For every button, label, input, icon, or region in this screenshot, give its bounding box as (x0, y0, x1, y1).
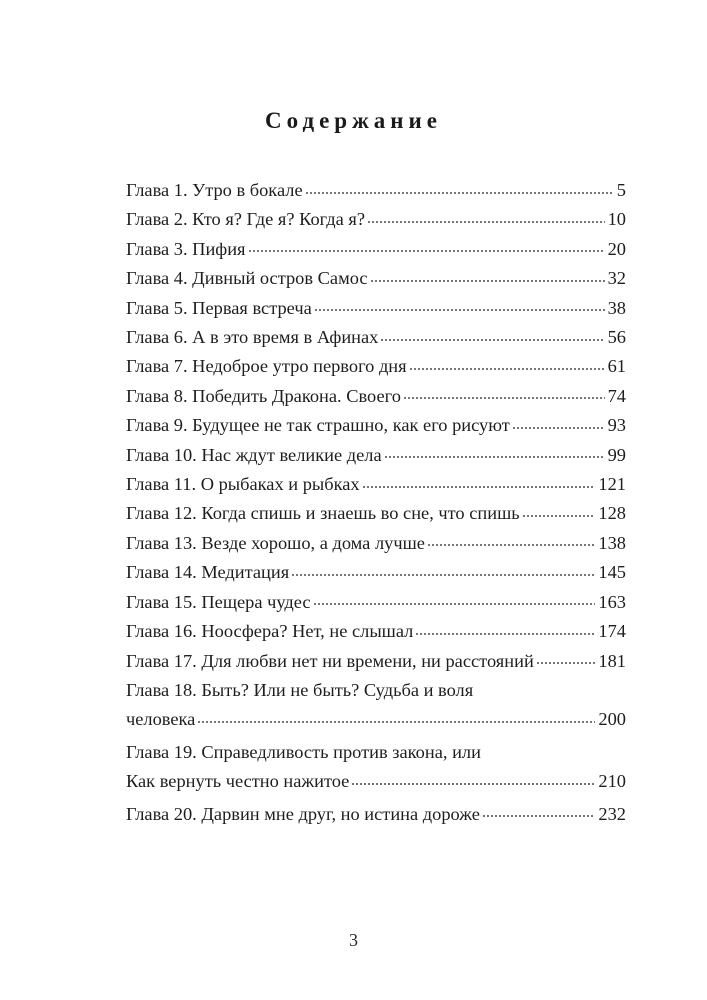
dot-leader (351, 769, 595, 787)
chapter-page-number: 121 (598, 474, 626, 495)
dot-leader (384, 442, 605, 460)
toc-entry[interactable] (126, 294, 626, 323)
toc-entry[interactable] (126, 323, 626, 352)
chapter-title: Глава 2. Кто я? Где я? Когда я? (126, 209, 366, 230)
chapter-page-number: 5 (616, 180, 626, 200)
toc-entry[interactable] (126, 588, 626, 617)
page-title: Содержание (265, 108, 442, 133)
toc-entry[interactable] (126, 800, 626, 829)
dot-leader (367, 207, 605, 225)
chapter-page-number: 128 (598, 503, 626, 524)
toc-entry[interactable] (126, 176, 626, 205)
dot-leader (305, 178, 614, 196)
chapter-title-line-2: Как вернуть честно нажитое (126, 771, 350, 792)
chapter-page-number: 163 (598, 591, 626, 612)
chapter-title-line-1: Глава 19. Справедливость против закона, или (126, 741, 481, 762)
chapter-page-number: 32 (607, 268, 626, 289)
chapter-page-number: 93 (607, 415, 626, 436)
chapter-page-number: 56 (607, 327, 626, 348)
chapter-title-line-1: Глава 18. Быть? Или не быть? Судьба и воля (126, 679, 474, 700)
dot-leader (197, 707, 595, 725)
chapter-title: Глава 14. Медитация (126, 562, 290, 583)
chapter-title: Глава 20. Дарвин мне друг, но истина дороже (126, 803, 480, 824)
chapter-title: Глава 4. Дивный остров Самос (126, 268, 368, 289)
toc-entry[interactable] (126, 617, 626, 646)
dot-leader (403, 383, 605, 401)
table-of-contents (126, 176, 626, 829)
dot-leader (512, 413, 605, 431)
toc-entry[interactable] (126, 558, 626, 587)
toc-entry[interactable] (126, 382, 626, 411)
page-number: 3 (349, 930, 358, 950)
chapter-title: Глава 15. Пещера чудес (126, 591, 311, 612)
chapter-title: Глава 12. Когда спишь и знаешь во сне, что спишь (126, 503, 520, 524)
chapter-title: Глава 8. Победить Дракона. Своего (126, 385, 401, 406)
chapter-title: Глава 11. О рыбаках и рыбках (126, 474, 360, 495)
toc-entry[interactable] (126, 441, 626, 470)
chapter-title: Глава 1. Утро в бокале (126, 180, 303, 200)
toc-entry[interactable] (126, 470, 626, 499)
toc-entry[interactable] (126, 205, 626, 234)
dot-leader (291, 560, 595, 578)
dot-leader (313, 589, 596, 607)
toc-entry[interactable] (126, 499, 626, 528)
chapter-page-number: 20 (607, 238, 626, 259)
toc-entry[interactable] (126, 676, 626, 735)
dot-leader (522, 501, 596, 519)
dot-leader (370, 266, 605, 284)
chapter-page-number: 174 (598, 621, 626, 642)
chapter-title: Глава 3. Пифия (126, 238, 246, 259)
chapter-page-number: 138 (598, 532, 626, 553)
toc-entry[interactable] (126, 738, 626, 797)
chapter-title: Глава 17. Для любви нет ни времени, ни расстояний (126, 650, 534, 671)
chapter-title: Глава 5. Первая встреча (126, 297, 312, 318)
dot-leader (536, 648, 596, 666)
toc-entry[interactable] (126, 647, 626, 676)
chapter-page-number: 10 (607, 209, 626, 230)
chapter-page-number: 232 (598, 803, 626, 824)
dot-leader (409, 354, 605, 372)
dot-leader (314, 295, 605, 313)
chapter-title: Глава 6. А в это время в Афинах (126, 327, 379, 348)
dot-leader (362, 472, 596, 490)
dot-leader (380, 325, 604, 343)
toc-entry[interactable] (126, 529, 626, 558)
chapter-title: Глава 7. Недоброе утро первого дня (126, 356, 407, 377)
chapter-page-number: 200 (598, 709, 626, 730)
chapter-title: Глава 10. Нас ждут великие дела (126, 444, 382, 465)
toc-entry[interactable] (126, 235, 626, 264)
chapter-title: Глава 9. Будущее не так страшно, как его рисуют (126, 415, 510, 436)
toc-entry[interactable] (126, 352, 626, 381)
chapter-page-number: 210 (598, 771, 626, 792)
chapter-page-number: 181 (598, 650, 626, 671)
chapter-title-line-2: человека (126, 709, 196, 730)
chapter-title: Глава 16. Ноосфера? Нет, не слышал (126, 621, 414, 642)
chapter-page-number: 99 (607, 444, 626, 465)
dot-leader (415, 619, 595, 637)
chapter-title: Глава 13. Везде хорошо, а дома лучше (126, 532, 425, 553)
dot-leader (482, 801, 596, 819)
dot-leader (427, 530, 596, 548)
chapter-page-number: 61 (607, 356, 626, 377)
chapter-page-number: 38 (607, 297, 626, 318)
dot-leader (248, 236, 605, 254)
chapter-page-number: 74 (607, 385, 626, 406)
toc-entry[interactable] (126, 411, 626, 440)
toc-entry[interactable] (126, 264, 626, 293)
chapter-page-number: 145 (598, 562, 626, 583)
